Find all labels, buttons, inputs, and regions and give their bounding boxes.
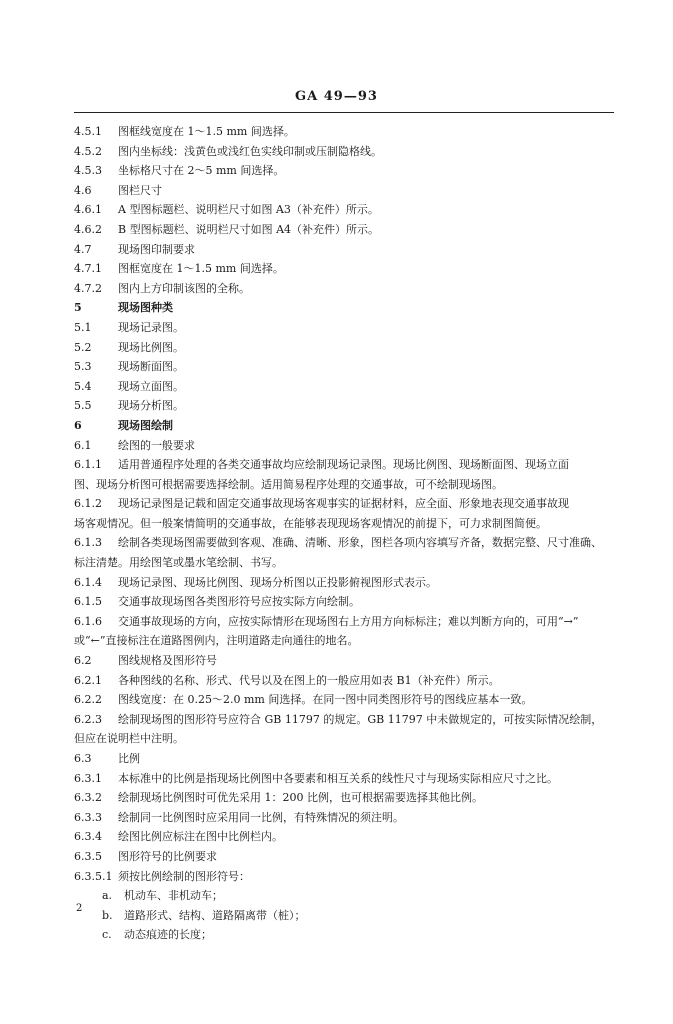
clause-number: 6.3.4 — [74, 830, 102, 844]
clause-number: 6.1 — [74, 438, 92, 452]
clause-text: 道路形式、结构、道路隔离带（桩）； — [124, 908, 306, 922]
clause-text: 图形符号的比例要求 — [118, 849, 217, 863]
text-line — [74, 436, 614, 456]
clause-text: 须按比例绘制的图形符号： — [118, 869, 250, 883]
clause-text: 现场记录图。 — [118, 320, 184, 334]
document-body — [74, 122, 614, 945]
clause-number: 6.3.5 — [74, 849, 102, 863]
text-line — [74, 338, 614, 358]
clause-text: 本标准中的比例是指现场比例图中各要素和相互关系的线性尺寸与现场实际相应尺寸之比。 — [118, 771, 558, 785]
clause-text: 绘制现场比例图时可优先采用 1：200 比例，也可根据需要选择其他比例。 — [118, 791, 483, 805]
text-line — [74, 671, 614, 691]
header-rule — [74, 112, 614, 113]
clause-text: B 型图标题栏、说明栏尺寸如图 A4（补充件）所示。 — [118, 222, 380, 236]
clause-number: a. — [102, 889, 113, 903]
clause-number: 6.3.3 — [74, 810, 102, 824]
clause-number: 6 — [74, 418, 82, 432]
clause-text: 各种图线的名称、形式、代号以及在图上的一般应用如表 B1（补充件）所示。 — [118, 673, 500, 687]
text-line — [74, 259, 614, 279]
clause-text: 交通事故现场图各类图形符号应按实际方向绘制。 — [118, 595, 360, 609]
text-line — [74, 553, 614, 573]
text-line — [74, 475, 614, 495]
clause-number: c. — [102, 928, 112, 942]
text-line — [74, 573, 614, 593]
clause-text: 机动车、非机动车； — [124, 889, 223, 903]
text-line — [74, 651, 614, 671]
text-line — [74, 592, 614, 612]
text-line — [74, 279, 614, 299]
text-line — [74, 886, 614, 906]
text-line — [74, 494, 614, 514]
clause-number: 6.1.6 — [74, 614, 102, 628]
clause-number: b. — [102, 908, 113, 922]
clause-number: 5.4 — [74, 379, 92, 393]
clause-number: 4.7 — [74, 242, 92, 256]
text-line — [74, 396, 614, 416]
text-line — [74, 533, 614, 553]
clause-number: 4.6 — [74, 183, 92, 197]
clause-text: 现场记录图、现场比例图、现场分析图以正投影俯视图形式表示。 — [118, 575, 437, 589]
text-line — [74, 200, 614, 220]
text-line — [74, 808, 614, 828]
text-line — [74, 514, 614, 534]
clause-number: 4.5.3 — [74, 164, 102, 178]
text-line — [74, 220, 614, 240]
clause-number: 6.2.3 — [74, 712, 102, 726]
clause-number: 6.3.2 — [74, 791, 102, 805]
text-line — [74, 788, 614, 808]
clause-number: 6.3.5.1 — [74, 869, 113, 883]
clause-number: 4.5.2 — [74, 144, 102, 158]
clause-text: 现场图绘制 — [118, 418, 173, 432]
clause-number: 4.6.2 — [74, 222, 102, 236]
clause-text: 现场图印制要求 — [118, 242, 195, 256]
clause-text: A 型图标题栏、说明栏尺寸如图 A3（补充件）所示。 — [118, 203, 379, 217]
clause-text: 现场立面图。 — [118, 379, 184, 393]
clause-number: 5.1 — [74, 320, 92, 334]
clause-text: 绘制现场图的图形符号应符合 GB 11797 的规定。GB 11797 中未做规定的，可按实际情况绘制， — [118, 712, 603, 726]
clause-text: 但应在说明栏中注明。 — [74, 732, 184, 746]
clause-text: 标注清楚。用绘图笔或墨水笔绘制、书写。 — [74, 556, 283, 570]
clause-number: 6.1.4 — [74, 575, 102, 589]
clause-text: 坐标格尺寸在 2～5 mm 间选择。 — [118, 164, 285, 178]
clause-number: 4.5.1 — [74, 125, 102, 138]
text-line — [74, 612, 614, 632]
clause-number: 4.7.2 — [74, 281, 102, 295]
clause-number: 5.5 — [74, 399, 92, 413]
clause-number: 6.3.1 — [74, 771, 102, 785]
page-header: GA 49—93 — [295, 89, 378, 104]
clause-text: 动态痕迹的长度； — [124, 928, 212, 942]
clause-text: 图线宽度：在 0.25～2.0 mm 间选择。在同一图中同类图形符号的图线应基本一致。 — [118, 693, 533, 707]
clause-text: 图内上方印制该图的全称。 — [118, 281, 250, 295]
text-line — [74, 142, 614, 162]
clause-number: 6.2 — [74, 654, 92, 668]
clause-text: 现场记录图是记载和固定交通事故现场客观事实的证据材料，应全面、形象地表现交通事故现 — [118, 497, 569, 511]
text-line — [74, 416, 614, 436]
clause-number: 5.2 — [74, 340, 92, 354]
clause-number: 6.1.1 — [74, 458, 102, 472]
clause-text: 现场断面图。 — [118, 360, 184, 374]
text-line — [74, 729, 614, 749]
clause-text: 绘制各类现场图需要做到客观、准确、清晰、形象，图栏各项内容填写齐备，数据完整、尺寸准确、 — [118, 536, 602, 550]
clause-number: 5.3 — [74, 360, 92, 374]
text-line — [74, 867, 614, 887]
text-line — [74, 298, 614, 318]
clause-text: 绘图比例应标注在图中比例栏内。 — [118, 830, 283, 844]
clause-text: 图内坐标线：浅黄色或浅红色实线印制或压制隐格线。 — [118, 144, 382, 158]
clause-number: 6.2.2 — [74, 693, 102, 707]
text-line — [74, 240, 614, 260]
clause-text: 图栏尺寸 — [118, 183, 162, 197]
clause-text: 场客观情况。但一般案情简明的交通事故，在能够表现现场客观情况的前提下，可力求制图简便。 — [74, 516, 547, 530]
text-line — [74, 690, 614, 710]
clause-text: 图线规格及图形符号 — [118, 654, 217, 668]
text-line — [74, 906, 614, 926]
text-line — [74, 847, 614, 867]
text-line — [74, 318, 614, 338]
clause-number: 6.1.2 — [74, 497, 102, 511]
clause-number: 6.1.3 — [74, 536, 102, 550]
clause-text: 图框宽度在 1～1.5 mm 间选择。 — [118, 262, 284, 276]
clause-text: 图框线宽度在 1～1.5 mm 间选择。 — [118, 125, 295, 138]
text-line — [74, 357, 614, 377]
clause-text: 交通事故现场的方向，应按实际情形在现场图右上方用方向标标注；难以判断方向的，可用“→” — [118, 614, 579, 628]
clause-text: 或“←”直接标注在道路图例内，注明道路走向通往的地名。 — [74, 634, 359, 648]
clause-text: 绘图的一般要求 — [118, 438, 195, 452]
clause-number: 6.1.5 — [74, 595, 102, 609]
clause-number: 6.2.1 — [74, 673, 102, 687]
text-line — [74, 749, 614, 769]
text-line — [74, 710, 614, 730]
clause-number: 4.7.1 — [74, 262, 102, 276]
clause-number: 6.3 — [74, 752, 92, 765]
clause-text: 绘制同一比例图时应采用同一比例，有特殊情况的须注明。 — [118, 810, 404, 824]
text-line — [74, 769, 614, 789]
clause-number: 4.6.1 — [74, 203, 102, 217]
clause-text: 现场图种类 — [118, 301, 173, 315]
text-line — [74, 377, 614, 397]
clause-number: 5 — [74, 301, 82, 315]
text-line — [74, 631, 614, 651]
clause-text: 图、现场分析图可根据需要选择绘制。适用简易程序处理的交通事故，可不绘制现场图。 — [74, 477, 503, 491]
text-line — [74, 827, 614, 847]
text-line — [74, 122, 614, 142]
clause-text: 比例 — [118, 752, 140, 765]
page-number: 2 — [76, 903, 83, 914]
text-line — [74, 181, 614, 201]
clause-text: 适用普通程序处理的各类交通事故均应绘制现场记录图。现场比例图、现场断面图、现场立面 — [118, 458, 569, 472]
text-line — [74, 925, 614, 945]
clause-text: 现场比例图。 — [118, 340, 184, 354]
clause-text: 现场分析图。 — [118, 399, 184, 413]
text-line — [74, 161, 614, 181]
text-line — [74, 455, 614, 475]
